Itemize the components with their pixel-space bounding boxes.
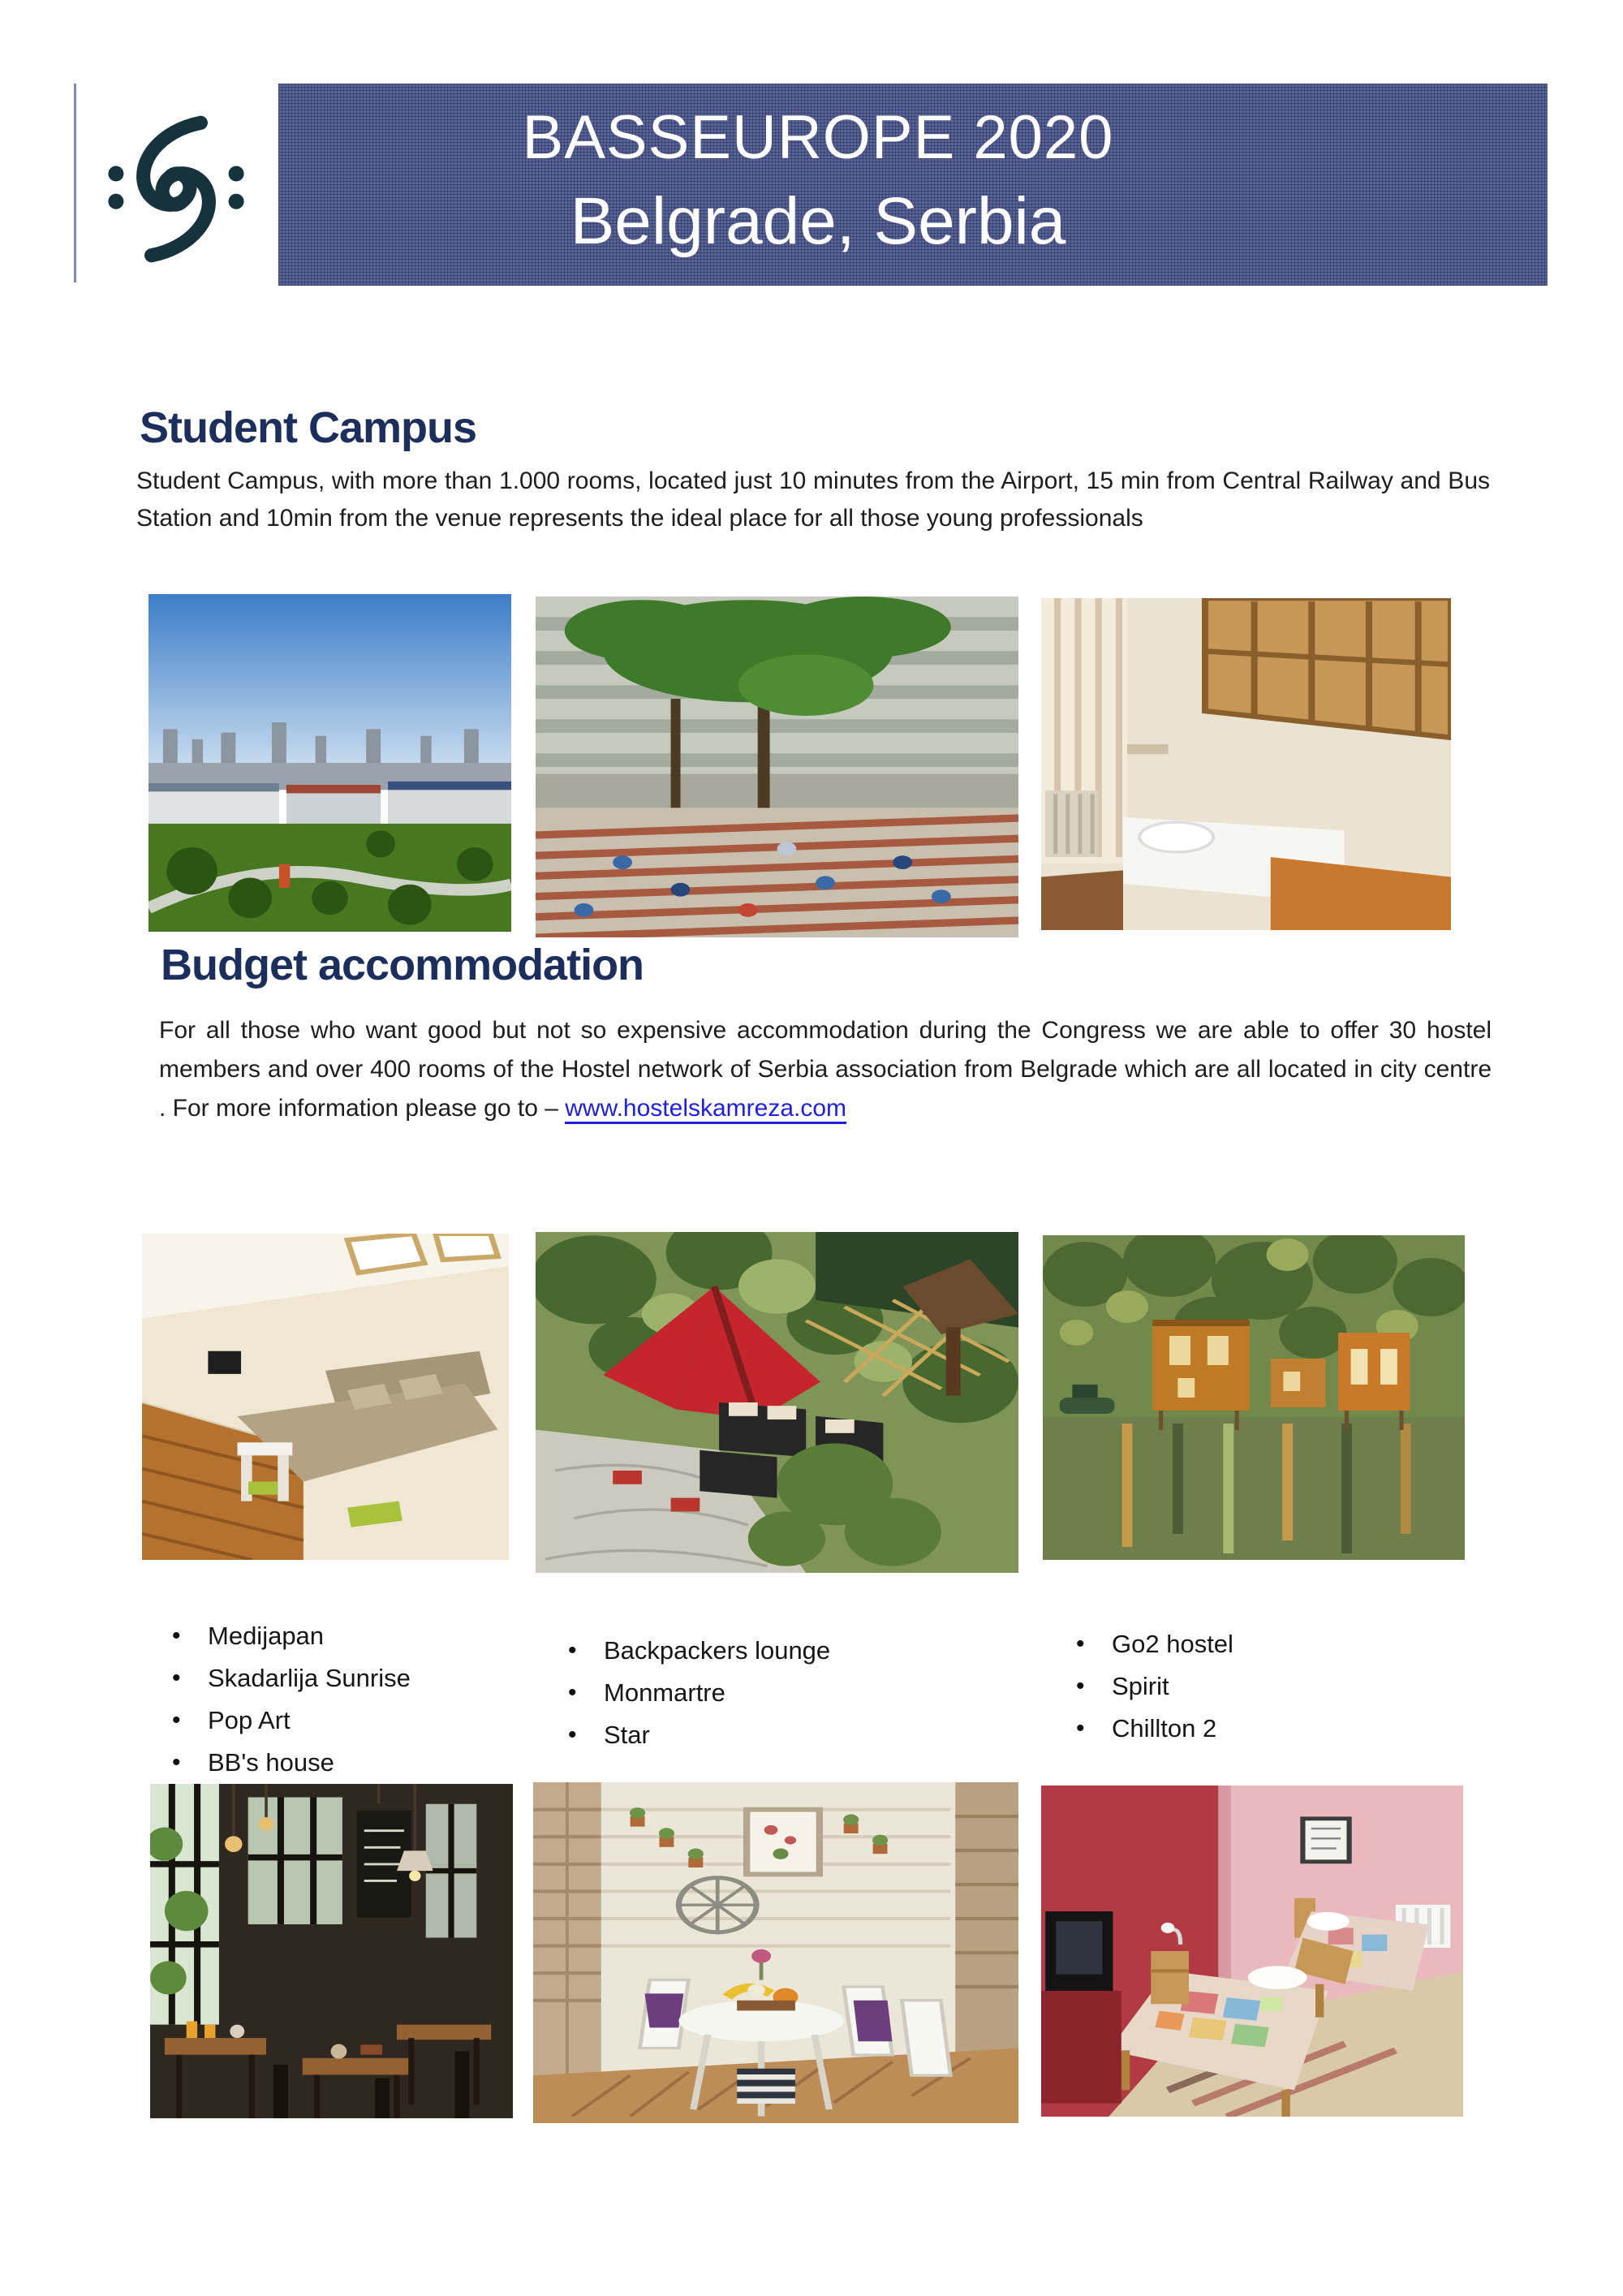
photo-dorm-room: [1041, 598, 1451, 930]
photo-city-park-panorama: [149, 594, 511, 932]
bass-clef-logo-icon: [99, 112, 253, 262]
hostel-list-item: • Pop Art: [170, 1699, 411, 1742]
budget-accommodation-paragraph: [159, 1011, 1492, 1128]
photo-river-houseboats: [1043, 1235, 1465, 1560]
hostel-list-item: • Star: [566, 1714, 830, 1756]
hostel-list-col1: [170, 1615, 411, 1784]
hostels-network-link[interactable]: www.hostelskamreza.com: [565, 1095, 846, 1124]
hostel-list-item: • Backpackers lounge: [566, 1630, 830, 1672]
hostel-list-item: • Chillton 2: [1074, 1708, 1233, 1750]
hostel-list-col3: [1074, 1623, 1233, 1750]
photo-campus-amphitheatre: [536, 597, 1018, 937]
photo-cafe-bright-interior: [533, 1782, 1018, 2123]
hostel-list-item: • BB's house: [170, 1742, 411, 1784]
student-campus-paragraph: Student Campus, with more than 1.000 rooms, located just 10 minutes from the Airport, 15 min from Central Railway and Bus Station and 10min from the venue represents the ideal place for all those young professionals: [136, 467, 1490, 532]
photo-hostel-attic-lounge: [142, 1234, 509, 1560]
hostel-list-item: • Spirit: [1074, 1665, 1233, 1708]
hostel-list-item: • Medijapan: [170, 1615, 411, 1657]
hostel-list-item: • Go2 hostel: [1074, 1623, 1233, 1665]
student-campus-heading: Student Campus: [140, 403, 477, 452]
banner-title: BASSEUROPE 2020: [522, 103, 1114, 172]
photo-hostel-terrace: [536, 1232, 1018, 1573]
budget-paragraph-text: For all those who want good but not so expensive accommodation during the Congress we are able to offer 30 hostel members and over 400 rooms of the Hostel network of Serbia association from Belgrade which are all located in city centre . For more information please go to –: [159, 1017, 1492, 1122]
photo-cafe-dark-interior: [150, 1784, 513, 2118]
title-banner: [278, 84, 1548, 286]
hostel-list-col2: [566, 1630, 830, 1756]
budget-accommodation-heading: Budget accommodation: [161, 941, 644, 989]
banner-subtitle: Belgrade, Serbia: [570, 184, 1066, 258]
hostel-list-item: • Skadarlija Sunrise: [170, 1657, 411, 1699]
left-accent-line: [74, 84, 76, 282]
hostel-list-item: • Monmartre: [566, 1672, 830, 1714]
photo-twin-bedroom: [1041, 1786, 1463, 2117]
